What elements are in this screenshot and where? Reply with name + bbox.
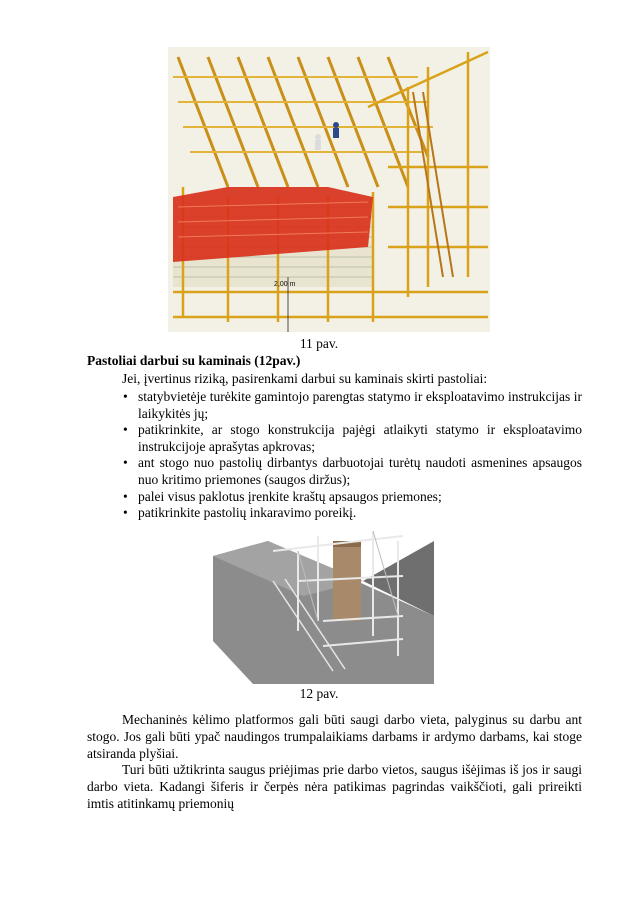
figure-11-scaffolding-illustration xyxy=(168,47,490,332)
height-label: 2,00 m xyxy=(274,281,296,288)
list-item: • palei visus paklotus įrenkite kraštų apsaugos priemones; xyxy=(123,488,442,504)
paragraph-access: Turi būti užtikrinta saugus priėjimas prie darbo vietos, saugus išėjimas iš jos ir saugi darbo vieta. Kadangi šiferis ir čerpės nėra patikimas pagrindas vaikščioti, gali prireikti imtis atitinkamų priemonių xyxy=(87,762,582,811)
figure-12-chimney-scaffold-illustration xyxy=(213,521,434,684)
chimney-scaffold-drawing xyxy=(213,521,434,684)
list-item: • statybvietėje turėkite gamintojo parengtas statymo ir eksploatavimo instrukcijas ir laikykitės jų; xyxy=(123,389,582,421)
bullet-icon: • xyxy=(123,488,128,504)
intro-text: Jei, įvertinus riziką, pasirenkami darbui su kaminais skirti pastoliai: xyxy=(122,371,488,386)
list-item: • patikrinkite, ar stogo konstrukcija pajėgi atlaikyti statymo ir eksploatavimo instrukcijoje aprašytas apkrovas; xyxy=(123,422,582,454)
bullet-icon: • xyxy=(123,505,128,521)
bullet-icon: • xyxy=(123,455,128,471)
bullet-icon: • xyxy=(123,389,128,404)
bullet-icon: • xyxy=(123,422,128,438)
section-heading: Pastoliai darbui su kaminais (12pav.) xyxy=(87,353,301,368)
bullet-list xyxy=(120,389,582,522)
scaffolding-drawing xyxy=(168,47,490,332)
list-item: • patikrinkite pastolių inkaravimo poreikį. xyxy=(123,505,357,521)
list-item: • ant stogo nuo pastolių dirbantys darbuotojai turėtų naudoti asmenines apsaugos nuo kritimo priemones (saugos diržus); xyxy=(123,455,582,487)
figure-11-caption: 11 pav. xyxy=(299,336,339,351)
paragraph-platforms: Mechaninės kėlimo platformos gali būti saugi darbo vieta, palyginus su darbu ant stogo. Jos gali būti ypač naudingos trumpalaikiams darbams ir ardymo darbams, kai stoge atsiranda plyšiai. xyxy=(87,712,582,761)
figure-12-caption: 12 pav. xyxy=(299,686,339,701)
